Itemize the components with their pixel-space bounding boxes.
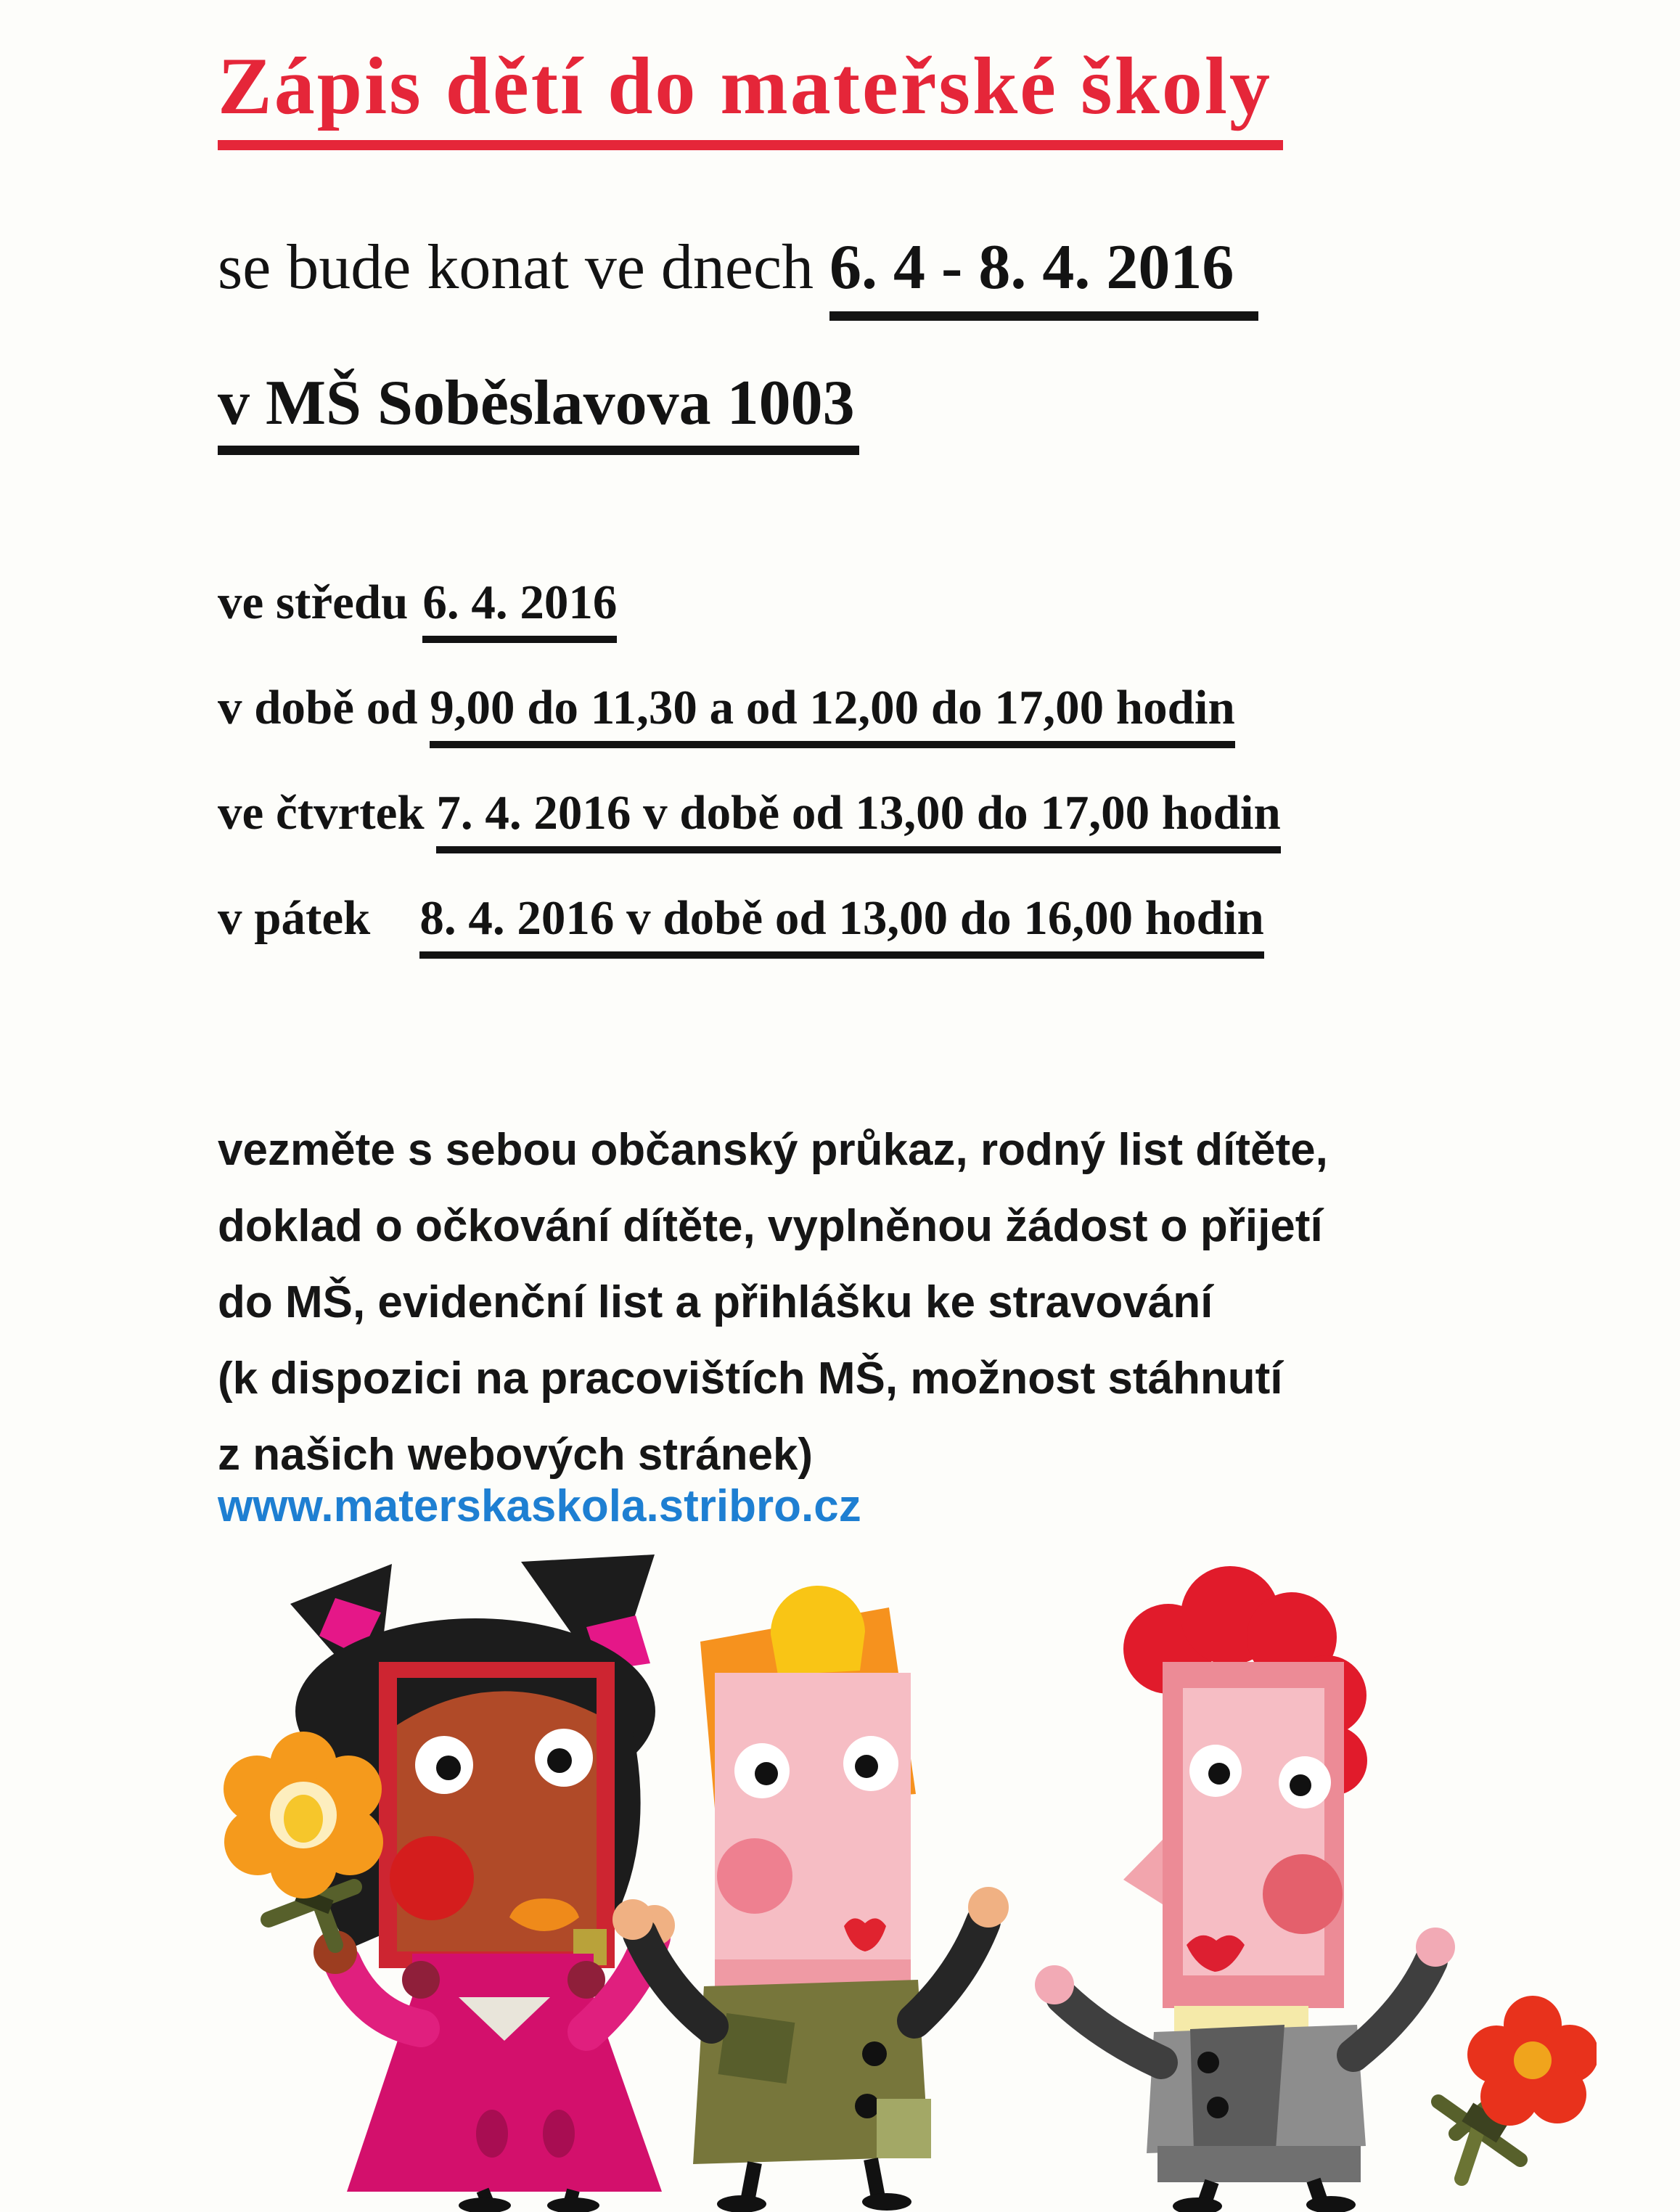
requirements-line: doklad o očkování dítěte, vyplněnou žádost o přijetí (218, 1201, 1323, 1251)
page-title-text: Zápis dětí do mateřské školy (218, 41, 1283, 150)
schedule-day-label: v době od (218, 681, 430, 734)
schedule-day-label: v pátek (218, 891, 371, 945)
intro-line-location (218, 366, 859, 440)
requirements-paragraph (218, 1112, 1328, 1493)
schedule-detail: 9,00 do 11,30 a od 12,00 do 17,00 hodin (430, 681, 1235, 748)
intro-date-range: 6. 4 - 8. 4. 2016 (829, 232, 1258, 321)
schedule-day-label: ve středu (218, 575, 409, 629)
schedule-day-label: ve čtvrtek (218, 786, 437, 840)
page-title (218, 40, 1283, 134)
schedule-row-wednesday (218, 575, 617, 631)
ground-flower (1438, 1996, 1597, 2179)
intro-prefix: se bude konat ve dnech (218, 232, 830, 303)
boy-figure (612, 1586, 1009, 2212)
website-url: www.materskaskola.stribro.cz (218, 1481, 861, 1531)
requirements-line: (k dispozici na pracovištích MŠ, možnost stáhnutí (218, 1353, 1283, 1404)
requirements-line: do MŠ, evidenční list a přihlášku ke stravování (218, 1277, 1213, 1327)
requirements-line: vezměte s sebou občanský průkaz, rodný list dítěte, (218, 1125, 1328, 1175)
schedule-detail: 8. 4. 2016 v době od 13,00 do 16,00 hodin (419, 891, 1263, 959)
intro-line-dates (218, 231, 1258, 304)
children-illustration (181, 1553, 1597, 2212)
schedule-detail: 6. 4. 2016 (422, 575, 617, 643)
schedule-row-hours (218, 680, 1235, 736)
man-figure (1035, 1566, 1455, 2212)
schedule-row-friday (218, 890, 1264, 946)
schedule-row-thursday (218, 785, 1281, 841)
location-text: v MŠ Soběslavova 1003 (218, 368, 859, 455)
schedule-detail: 7. 4. 2016 v době od 13,00 do 17,00 hodin (436, 786, 1280, 853)
requirements-line: z našich webových stránek) (218, 1430, 814, 1480)
